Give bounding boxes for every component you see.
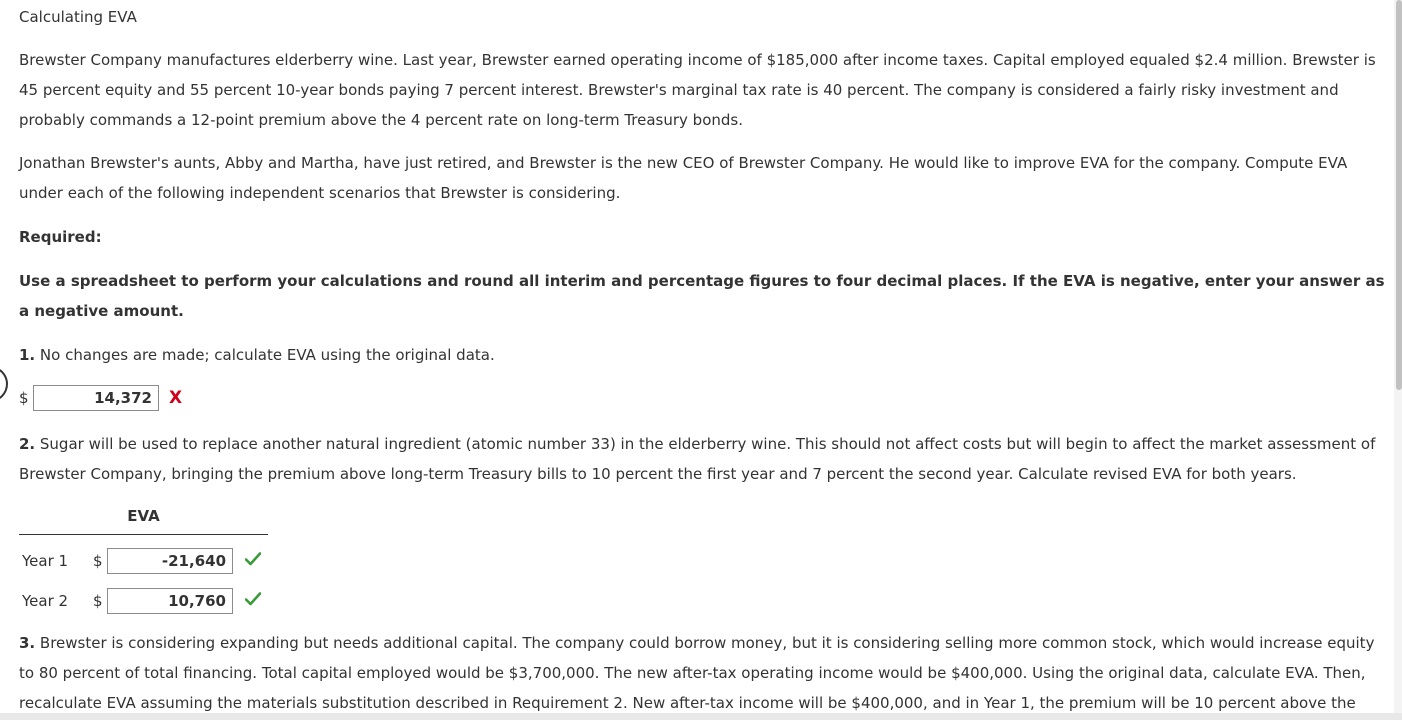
- instructions-text: Use a spreadsheet to perform your calculations and round all interim and percentage figures to four decimal places. If the EVA is negative, enter your answer as a negative amount.: [19, 272, 1385, 320]
- scrollbar-thumb[interactable]: [1396, 0, 1402, 390]
- question-2-text: Sugar will be used to replace another natural ingredient (atomic number 33) in the elderberry wine. This should not affect costs but will begin to affect the market assessment of Brewster Company, bringing the premium above long-term Treasury bills to 10 percent the first year and 7 percent the second year. Calculate revised EVA for both years.: [19, 435, 1376, 483]
- year-2-row: [19, 589, 261, 613]
- year-2-label: Year 2: [22, 592, 69, 610]
- bottom-scroll-region: [0, 713, 1402, 720]
- question-3-number: 3.: [19, 634, 36, 652]
- question-1-answer-input[interactable]: 14,372: [33, 385, 159, 411]
- question-2: [19, 429, 1391, 489]
- question-1: [19, 340, 1391, 370]
- left-edge-indicator: [0, 366, 8, 402]
- question-1-answer-row: [19, 386, 182, 410]
- correct-check-icon: [245, 592, 261, 610]
- question-2-number: 2.: [19, 435, 36, 453]
- question-3-text: Brewster is considering expanding but needs additional capital. The company could borrow money, but it is considering selling more common stock, which would increase equity to 80 percent of total financing. Total capital employed would be $3,700,000. The new after-tax operating income would be $400,000. Using the original data, calculate EVA. Then, recalculate EVA assuming the materials substitution described in Requirement 2. New after-tax income will be $400,000, and in Year 1, the premium will be 10 percent above the: [19, 634, 1375, 712]
- year-2-eva-input[interactable]: 10,760: [107, 588, 233, 614]
- incorrect-x-icon: X: [169, 388, 183, 408]
- currency-symbol: $: [93, 592, 103, 610]
- required-heading: Required:: [19, 228, 102, 246]
- year-1-label: Year 1: [22, 552, 69, 570]
- currency-symbol: $: [93, 552, 103, 570]
- question-1-text: No changes are made; calculate EVA using the original data.: [35, 346, 495, 364]
- page-title: Calculating EVA: [19, 8, 137, 26]
- eva-column-header: EVA: [19, 507, 268, 535]
- year-1-eva-input[interactable]: -21,640: [107, 548, 233, 574]
- intro-paragraph-1: Brewster Company manufactures elderberry wine. Last year, Brewster earned operating income of $185,000 after income taxes. Capital employed equaled $2.4 million. Brewster is 45 percent equity and 55 percent 10-year bonds paying 7 percent interest. Brewster's marginal tax rate is 40 percent. The company is considered a fairly risky investment and probably commands a 12-point premium above the 4 percent rate on long-term Treasury bonds.: [19, 51, 1376, 129]
- question-3: [19, 628, 1391, 718]
- correct-check-icon: [245, 552, 261, 570]
- year-1-row: [19, 549, 261, 573]
- question-1-number: 1.: [19, 346, 36, 364]
- currency-symbol: $: [19, 389, 29, 407]
- intro-paragraph-2: Jonathan Brewster's aunts, Abby and Martha, have just retired, and Brewster is the new CEO of Brewster Company. He would like to improve EVA for the company. Compute EVA under each of the following independent scenarios that Brewster is considering.: [19, 154, 1348, 202]
